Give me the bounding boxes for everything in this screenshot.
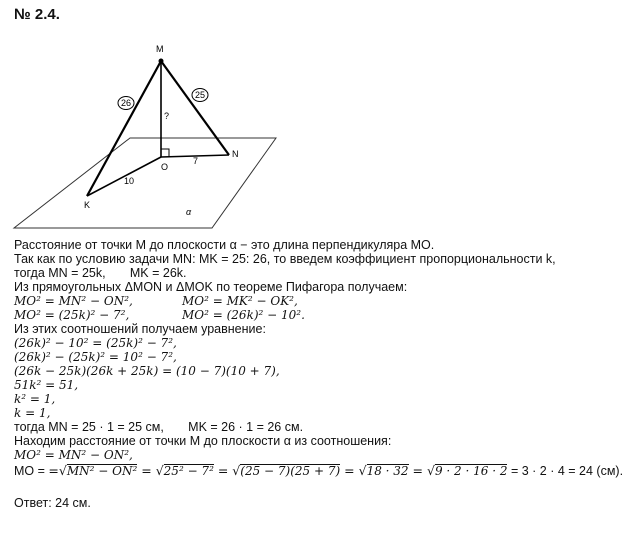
label-o: O <box>161 162 169 172</box>
label-ok-length: 10 <box>124 176 135 186</box>
label-on-length: 7 <box>193 156 199 166</box>
solution-text <box>14 238 623 510</box>
line-11: 51k² = 51, <box>14 378 79 392</box>
line-6 <box>14 308 594 322</box>
radical-3: (25 − 7)(25 + 7) <box>240 464 341 478</box>
line-13: k = 1, <box>14 406 51 420</box>
mo-prefix: MO = <box>14 464 49 478</box>
line-1: Расстояние от точки М до плоскости α − это длина перпендикуляра МО. <box>14 238 435 252</box>
edge-mn <box>161 61 229 155</box>
pyramid-figure <box>0 0 600 236</box>
result: = 3 · 2 · 4 = 24 (см). <box>507 464 623 478</box>
line-2: Так как по условию задачи MN: MK = 25: 26, то введем коэффициент пропорциональности k, <box>14 252 556 266</box>
label-n: N <box>232 149 239 159</box>
line-9: (26k)² − (25k)² = 10² − 7², <box>14 350 177 364</box>
problem-number: № 2.4. <box>14 6 60 23</box>
eq-mo-mk-ok: MO² = MK² − OK², <box>182 294 298 308</box>
line-16: MO² = MN² − ON², <box>14 448 133 462</box>
label-mn-length: 25 <box>195 90 206 100</box>
label-k: K <box>84 200 91 210</box>
radical-1: MN² − ON² <box>66 464 138 478</box>
line-14: тогда MN = 25 · 1 = 25 см, MK = 26 · 1 = 26 см. <box>14 420 304 434</box>
line-15: Находим расстояние от точки M до плоскости α из соотношения: <box>14 434 392 448</box>
label-m: M <box>156 44 164 54</box>
eq-mo-25k: MO² = (25k)² − 7², <box>14 308 130 322</box>
line-7: Из этих соотношений получаем уравнение: <box>14 322 266 336</box>
line-5 <box>14 294 594 308</box>
eq-mo-mn-on: MO² = MN² − ON², <box>14 294 133 308</box>
line-12: k² = 1, <box>14 392 56 406</box>
line-10: (26k − 25k)(26k + 25k) = (10 − 7)(10 + 7), <box>14 364 280 378</box>
label-mk-length: 26 <box>121 98 132 108</box>
radical-4: 18 · 32 <box>366 464 409 478</box>
point-m <box>159 59 164 64</box>
right-angle-mark <box>161 149 169 157</box>
eq-mo-26k: MO² = (26k)² − 10². <box>182 308 305 322</box>
answer: Ответ: 24 см. <box>14 496 91 510</box>
label-alpha: α <box>186 207 192 217</box>
line-8: (26k)² − 10² = (25k)² − 7², <box>14 336 177 350</box>
label-mo-unknown: ? <box>164 111 170 121</box>
radical-2: 25² − 7² <box>163 464 214 478</box>
line-4: Из прямоугольных ΔMON и ΔMOK по теореме Пифагора получаем: <box>14 280 408 294</box>
line-17: MO = =√MN² − ON² = √25² − 7² = √(25 − 7)(25 + 7) = √18 · 32 = √9 · 2 · 16 · 2 = 3 · 2 · 4 = 24 (см). <box>14 463 623 478</box>
line-3: тогда MN = 25k, MK = 26k. <box>14 266 187 280</box>
radical-5: 9 · 2 · 16 · 2 <box>434 464 508 478</box>
